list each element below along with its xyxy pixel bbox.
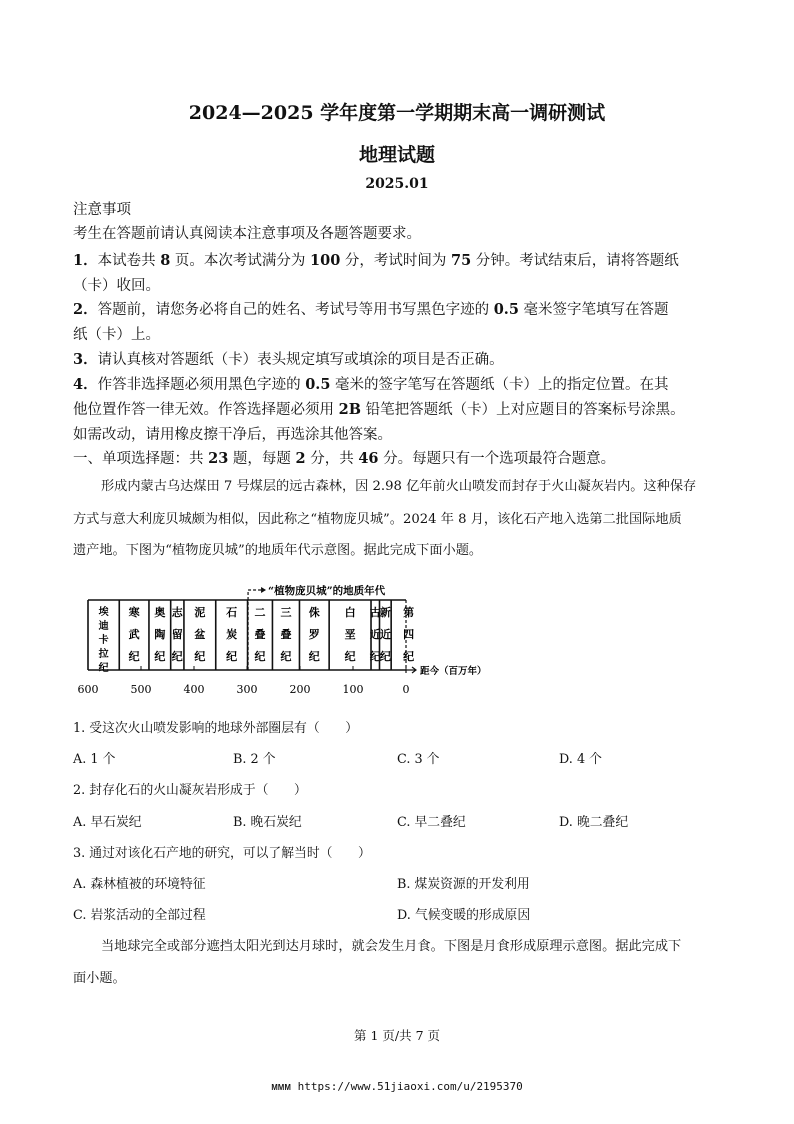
q1-option-b[interactable]: B. 2 个 <box>233 752 276 767</box>
axis-tick-label: 600 <box>77 683 99 696</box>
period-label-char: 迪 <box>98 621 109 632</box>
period-label-char: 古 <box>369 606 381 619</box>
period-label-char: 纪 <box>171 650 183 663</box>
period-label-char: 纪 <box>254 650 266 663</box>
q1-option-c[interactable]: C. 3 个 <box>397 752 440 767</box>
chart-title: “植物庞贝城”的地质年代 <box>268 585 386 597</box>
period-label-char: 叠 <box>254 628 266 641</box>
passage1-line3: 遗产地。下图为“植物庞贝城”的地质年代示意图。据此完成下面小题。 <box>73 543 483 558</box>
period-label-char: 垩 <box>344 628 356 641</box>
geologic-time-chart <box>70 578 500 698</box>
period-label-char: 纪 <box>403 650 415 663</box>
period-label-char: 拉 <box>98 649 109 660</box>
period-label-char: 纪 <box>344 650 356 663</box>
exam-title: 2024—2025 学年度第一学期期末高一调研测试 <box>188 102 606 124</box>
notice-item-2-cont: 纸（卡）上。 <box>73 327 160 343</box>
period-label-char: 第 <box>403 606 415 619</box>
period-label-char: 叠 <box>280 628 292 641</box>
period-label-char: 近 <box>369 628 381 641</box>
period-label-char: 纪 <box>154 650 166 663</box>
question-1-stem: 1. 受这次火山喷发影响的地球外部圈层有（ ） <box>73 721 359 736</box>
marker-arrowhead <box>261 587 266 593</box>
notice-item-1-cont: （卡）收回。 <box>73 278 160 294</box>
periods-layer <box>98 605 414 674</box>
period-label-char: 寒 <box>128 606 140 619</box>
q2-option-b[interactable]: B. 晚石炭纪 <box>233 815 302 830</box>
period-label-char: 奥 <box>154 606 166 619</box>
notice-heading: 注意事项 <box>73 202 131 218</box>
period-label-char: 纪 <box>280 650 292 663</box>
exam-date: 2025.01 <box>365 176 429 192</box>
question-2-stem: 2. 封存化石的火山凝灰岩形成于（ ） <box>73 783 307 798</box>
period-label-char: 纪 <box>369 650 381 663</box>
period-label-char: 纪 <box>308 650 320 663</box>
period-label-char: 炭 <box>226 628 238 641</box>
period-label-char: 卡 <box>98 635 109 646</box>
axis-tick-label: 400 <box>183 683 205 696</box>
page-footer: 第 1 页/共 7 页 <box>353 1028 440 1043</box>
axis-arrow <box>406 667 416 673</box>
q1-option-a[interactable]: A. 1 个 <box>73 752 116 767</box>
period-label-char: 埃 <box>98 607 109 618</box>
period-label-char: 留 <box>171 628 183 641</box>
notice-item-4-cont: 他位置作答一律无效。作答选择题必须用 2B 铅笔把答题纸（卡）上对应题目的答案标号涂黑。 <box>73 401 685 418</box>
exam-subject: 地理试题 <box>358 144 435 166</box>
axis-tick-label: 300 <box>236 683 258 696</box>
axis-tick-label: 200 <box>289 683 311 696</box>
question-3-stem: 3. 通过对该化石产地的研究，可以了解当时（ ） <box>73 846 371 861</box>
q2-option-d[interactable]: D. 晚二叠纪 <box>559 815 629 830</box>
watermark-url: ᴍᴍᴍ https://www.51jiaoxi.com/u/2195370 <box>271 1080 523 1093</box>
notice-intro: 考生在答题前请认真阅读本注意事项及各题答题要求。 <box>73 226 421 242</box>
period-label-char: 陶 <box>154 628 166 641</box>
period-label-char: 纪 <box>128 650 140 663</box>
period-label-char: 盆 <box>194 628 206 641</box>
item-number: 1． <box>73 252 98 269</box>
period-label-char: 纪 <box>379 650 391 663</box>
period-label-char: 四 <box>403 628 415 641</box>
passage2-line2: 面小题。 <box>73 971 126 986</box>
period-label-char: 武 <box>128 628 140 641</box>
passage2-line1: 当地球完全或部分遮挡太阳光到达月球时，就会发生月食。下图是月食形成原理示意图。据此完成下 <box>101 939 682 954</box>
axis-tick-label: 500 <box>130 683 152 696</box>
q3-option-b[interactable]: B. 煤炭资源的开发利用 <box>397 877 530 892</box>
period-label-char: 新 <box>379 606 391 619</box>
q2-option-c[interactable]: C. 早二叠纪 <box>397 815 466 830</box>
period-label-char: 近 <box>379 628 391 641</box>
period-label-char: 罗 <box>308 628 320 641</box>
notice-item-2: 2．答题前，请您务必将自己的姓名、考试号等用书写黑色字迹的 0.5 毫米签字笔填写在答题 <box>73 301 669 318</box>
q3-option-a[interactable]: A. 森林植被的环境特征 <box>73 877 206 892</box>
period-label-char: 二 <box>254 606 266 619</box>
q3-option-d[interactable]: D. 气候变暖的形成原因 <box>397 908 531 923</box>
q1-option-d[interactable]: D. 4 个 <box>559 752 602 767</box>
passage1-line1: 形成内蒙古乌达煤田 7 号煤层的远古森林，因 2.98 亿年前火山喷发而封存于火山凝灰岩内。这种保存 <box>101 479 697 494</box>
axis-label: 距今（百万年） <box>420 666 487 677</box>
axis-tick-label: 0 <box>402 683 410 696</box>
q2-option-a[interactable]: A. 早石炭纪 <box>73 815 142 830</box>
period-label-char: 纪 <box>226 650 238 663</box>
notice-item-3: 3．请认真核对答题纸（卡）表头规定填写或填涂的项目是否正确。 <box>73 351 504 368</box>
period-label-char: 泥 <box>194 606 206 619</box>
q3-option-c[interactable]: C. 岩浆活动的全部过程 <box>73 908 206 923</box>
notice-item-4-cont2: 如需改动，请用橡皮擦干净后，再选涂其他答案。 <box>73 427 392 443</box>
period-label-char: 纪 <box>98 663 109 674</box>
axis-tick-label: 100 <box>342 683 364 696</box>
notice-item-4: 4．作答非选择题必须用黑色字迹的 0.5 毫米的签字笔写在答题纸（卡）上的指定位置。在其 <box>73 376 669 393</box>
period-label-char: 纪 <box>194 650 206 663</box>
period-label-char: 志 <box>171 606 183 619</box>
notice-item-1: 1．本试卷共 8 页。本次考试满分为 100 分，考试时间为 75 分钟。考试结束后，请将答题纸 <box>73 252 679 269</box>
period-label-char: 侏 <box>308 606 320 619</box>
period-label-char: 石 <box>226 606 238 619</box>
passage1-line2: 方式与意大利庞贝城颇为相似，因此称之“植物庞贝城”。2024 年 8 月，该化石产地入选第二批国际地质 <box>73 512 682 527</box>
section-heading: 一、单项选择题：共 23 题，每题 2 分，共 46 分。每题只有一个选项最符合题意。 <box>73 450 616 467</box>
period-label-char: 白 <box>344 606 356 619</box>
period-label-char: 三 <box>280 606 292 619</box>
